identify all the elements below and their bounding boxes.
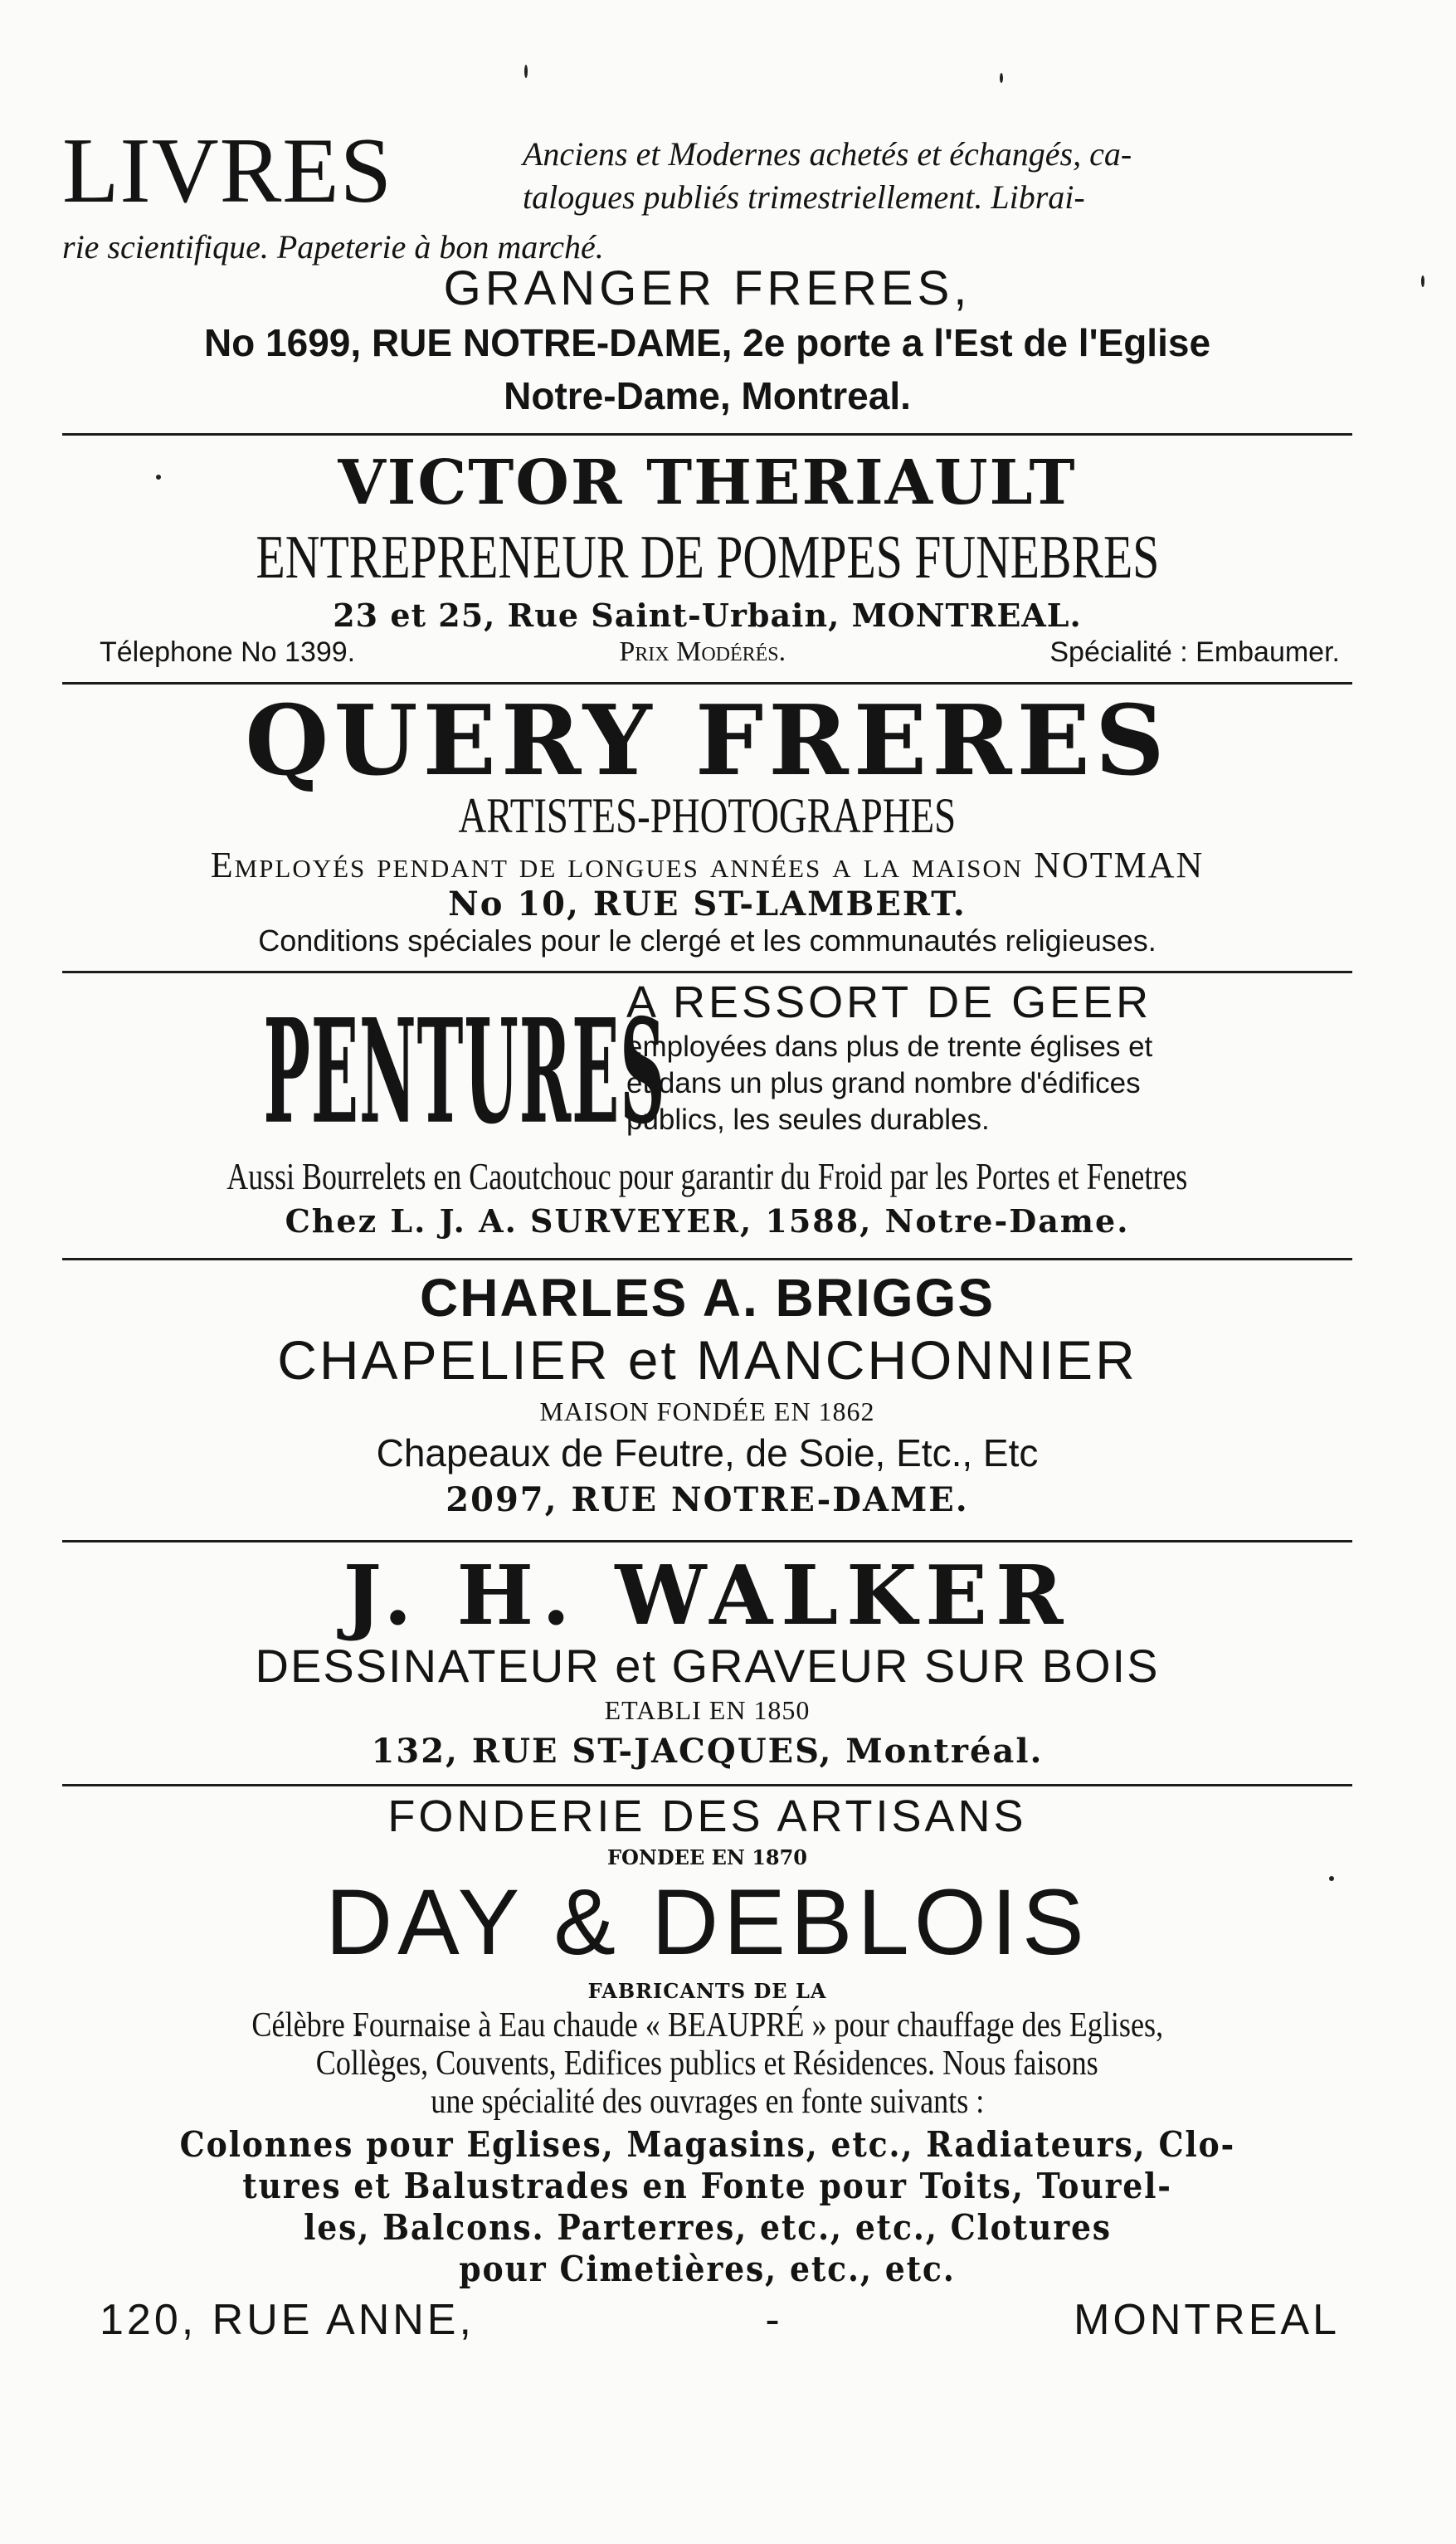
day-deblois-ad [62,1791,1352,2355]
fonderie-text-line-1: Célèbre Fournaise à Eau chaude « BEAUPRÉ » pour chauffage des Eglises, [251,2006,1163,2044]
pentures-text-line-1: employées dans plus de trente églises et [626,1031,1153,1063]
divider [62,1540,1352,1542]
fonderie-address [100,2295,1340,2345]
query-freres-name: QUERY FRERES [245,685,1170,797]
fonderie-address-street: 120, RUE ANNE, [100,2296,475,2344]
print-speck [1421,275,1424,287]
charles-briggs-ad [62,1265,1352,1538]
theriault-details [100,636,1340,669]
fonderie-address-city: MONTREAL [1074,2296,1340,2344]
granger-freres-name: GRANGER FRERES, [443,261,971,315]
livres-text-line-3: rie scientifique. Papeterie à bon marché. [62,228,604,266]
fonderie-founded: FONDEE EN 1870 [606,1845,808,1869]
theriault-prices: Prix Modérés. [619,636,786,667]
theriault-specialty: Spécialité : Embaumer. [1049,636,1340,668]
pentures-heading: PENTURES [263,987,666,1157]
divider [62,1258,1352,1260]
day-deblois-name: DAY & DEBLOIS [325,1870,1089,1974]
jh-walker-ad [62,1547,1352,1784]
pentures-text-line-2: et dans un plus grand nombre d'édifices [626,1067,1141,1099]
fonderie-bold-line-3: les, Balcons. Parterres, etc., etc., Clotures [303,2207,1112,2248]
briggs-trade: CHAPELIER et MANCHONNIER [277,1329,1137,1391]
briggs-name: CHARLES A. BRIGGS [420,1268,995,1328]
query-freres-ad [62,685,1352,971]
divider [62,971,1352,973]
divider [62,433,1352,436]
fonderie-title: FONDERIE DES ARTISANS [387,1791,1027,1841]
theriault-name: VICTOR THERIAULT [338,447,1077,519]
fonderie-fabricants: FABRICANTS DE LA [587,1979,827,2003]
fonderie-text-line-3: une spécialité des ouvrages en fonte suivants : [430,2083,985,2121]
fonderie-bold-line-2: tures et Balustrades en Fonte pour Toits, Tourel- [242,2166,1172,2206]
query-employed: Employés pendant de longues années a la maison NOTMAN [210,845,1205,885]
livres-heading: LIVRES [62,119,392,222]
pentures-chez: Chez L. J. A. SURVEYER, 1588, Notre-Dame. [285,1202,1130,1240]
theriault-trade: ENTREPRENEUR DE POMPES FUNEBRES [256,524,1159,592]
walker-address: 132, RUE ST-JACQUES, Montréal. [371,1732,1044,1771]
query-trade: ARTISTES-PHOTOGRAPHES [458,788,957,843]
divider [62,1784,1352,1786]
query-conditions: Conditions spéciales pour le clergé et les communautés religieuses. [258,924,1157,958]
granger-address-line-1: No 1699, RUE NOTRE-DAME, 2e porte a l'Est de l'Eglise [203,321,1211,364]
walker-name: J. H. WALKER [343,1548,1072,1644]
pentures-text-line-3: publics, les seules durables. [626,1104,990,1136]
granger-address-line-2: Notre-Dame, Montreal. [504,374,911,417]
print-speck [1000,73,1003,83]
query-address: No 10, RUE ST-LAMBERT. [448,885,967,924]
walker-established: ETABLI EN 1850 [604,1695,811,1725]
livres-text-line-2: talogues publiés trimestriellement. Librai- [523,178,1085,216]
victor-theriault-ad [62,440,1352,680]
print-speck [524,65,528,78]
briggs-address: 2097, RUE NOTRE-DAME. [446,1480,969,1519]
pentures-ad [62,977,1352,1258]
briggs-products: Chapeaux de Feutre, de Soie, Etc., Etc [376,1431,1039,1474]
theriault-address: 23 et 25, Rue Saint-Urbain, MONTREAL. [333,597,1082,634]
granger-freres-ad [62,119,1352,431]
fonderie-address-dash: - [765,2296,783,2344]
theriault-phone: Télephone No 1399. [100,636,356,668]
fonderie-text-line-2: Collèges, Couvents, Edifices publics et Résidences. Nous faisons [316,2044,1098,2083]
briggs-founded: MAISON FONDÉE EN 1862 [539,1396,875,1426]
fonderie-bold-line-4: pour Cimetières, etc., etc. [459,2249,956,2289]
walker-trade: DESSINATEUR et GRAVEUR SUR BOIS [255,1640,1160,1692]
pentures-also: Aussi Bourrelets en Caoutchouc pour garantir du Froid par les Portes et Fenetres [226,1155,1188,1197]
livres-text-line-1: Anciens et Modernes achetés et échangés, ca- [523,135,1132,173]
pentures-subheading: A RESSORT DE GEER [626,977,1152,1027]
fonderie-bold-line-1: Colonnes pour Eglises, Magasins, etc., Radiateurs, Clo- [179,2124,1235,2165]
